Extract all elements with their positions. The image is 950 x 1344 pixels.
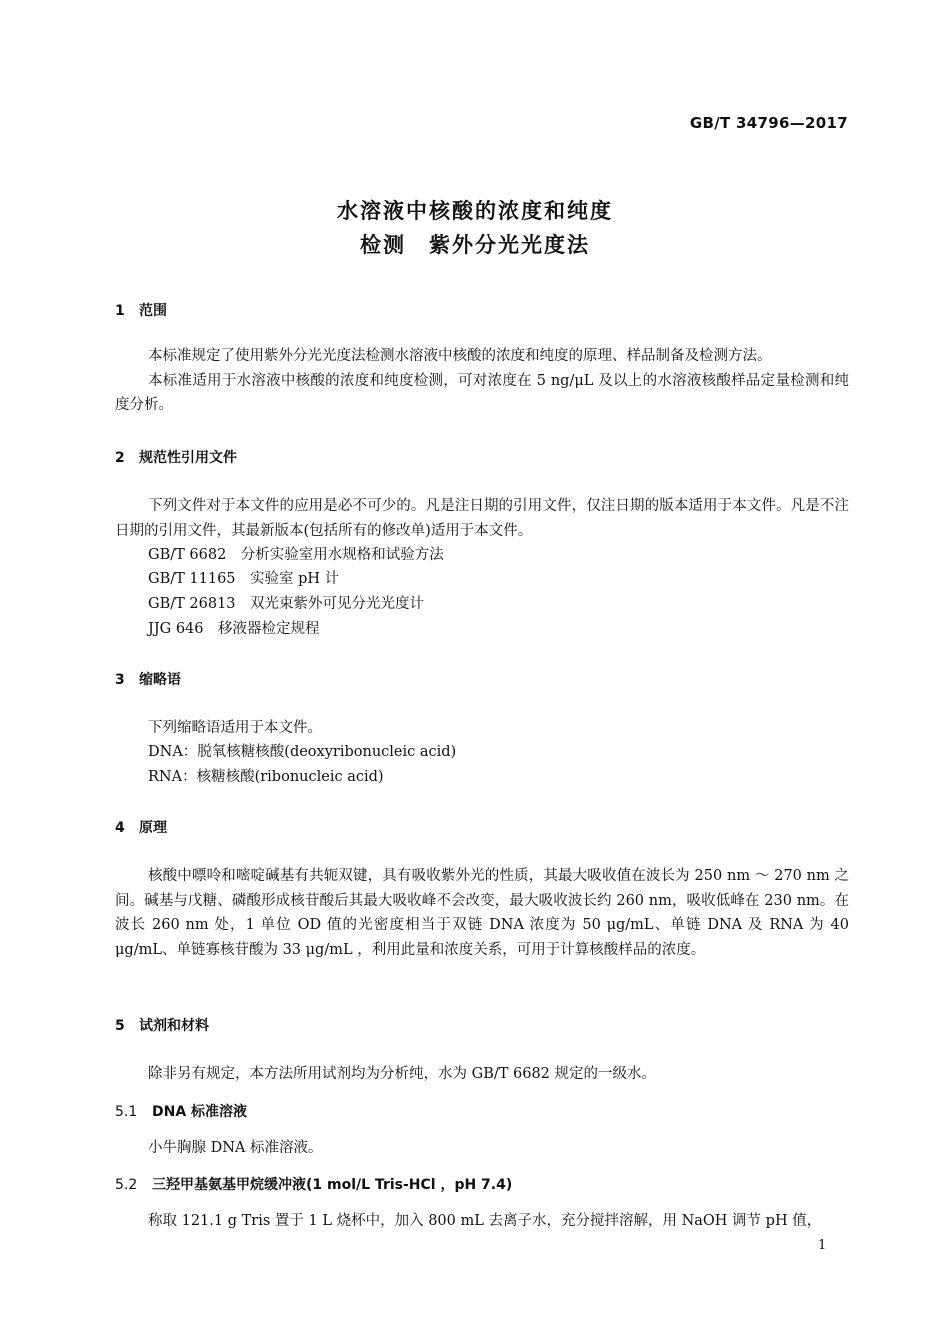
section-4-heading	[115, 817, 167, 837]
reference-item: GB/T 6682 分析实验室用水规格和试验方法	[148, 547, 444, 563]
section-title: 范围	[139, 303, 167, 319]
reference-item: GB/T 11165 实验室 pH 计	[148, 571, 340, 587]
section-3-heading	[115, 669, 181, 689]
section-number: 2	[115, 450, 125, 466]
abbreviation-line: 下列缩略语适用于本文件。	[148, 720, 322, 736]
section-title: 试剂和材料	[139, 1018, 209, 1034]
section-title: 规范性引用文件	[139, 450, 237, 466]
abbreviation-line: RNA：核糖核酸(ribonucleic acid)	[148, 769, 384, 785]
paragraph: 下列文件对于本文件的应用是必不可少的。凡是注日期的引用文件，仅注日期的版本适用于本文件。凡是不注日期的引用文件，其最新版本(包括所有的修改单)适用于本文件。	[115, 498, 849, 539]
section-number: 3	[115, 672, 125, 688]
document-title-line2: 检测 紫外分光光度法	[360, 233, 590, 257]
section-number: 1	[115, 303, 125, 319]
subsection-5-2-heading	[115, 1174, 512, 1194]
paragraph: 除非另有规定，本方法所用试剂均为分析纯，水为 GB/T 6682 规定的一级水。	[148, 1066, 657, 1082]
section-1-heading	[115, 300, 167, 320]
section-number: 5	[115, 1018, 125, 1034]
document-title-line1: 水溶液中核酸的浓度和纯度	[337, 199, 613, 223]
reference-item: JJG 646 移液器检定规程	[148, 621, 320, 637]
section-title: 缩略语	[139, 672, 181, 688]
section-5-body	[115, 1062, 849, 1087]
reference-item: GB/T 26813 双光束紫外可见分光光度计	[148, 596, 425, 612]
subsection-title: 三羟甲基氨基甲烷缓冲液(1 mol/L Tris-HCl ，pH 7.4)	[152, 1177, 513, 1193]
abbreviation-line: DNA：脱氧核糖核酸(deoxyribonucleic acid)	[148, 744, 457, 760]
subsection-number: 5.2	[115, 1177, 138, 1193]
subsection-5-1-heading	[115, 1101, 247, 1121]
standard-number: GB/T 34796—2017	[689, 114, 848, 132]
section-1-body	[115, 344, 849, 418]
section-number: 4	[115, 820, 125, 836]
subsection-title: DNA 标准溶液	[152, 1104, 248, 1120]
section-5-heading	[115, 1015, 209, 1035]
section-4-body	[115, 864, 849, 962]
section-title: 原理	[139, 820, 167, 836]
paragraph: 本标准适用于水溶液中核酸的浓度和纯度检测，可对浓度在 5 ng/μL 及以上的水溶液核酸样品定量检测和纯度分析。	[115, 372, 849, 413]
paragraph: 称取 121.1 g Tris 置于 1 L 烧杯中，加入 800 mL 去离子水，充分搅拌溶解，用 NaOH 调节 pH 值，	[148, 1213, 822, 1229]
subsection-number: 5.1	[115, 1104, 138, 1120]
section-2-body	[115, 494, 849, 543]
paragraph: 本标准规定了使用紫外分光光度法检测水溶液中核酸的浓度和纯度的原理、样品制备及检测方法。	[148, 348, 772, 364]
paragraph: 核酸中嘌呤和嘧啶碱基有共轭双键，具有吸收紫外光的性质，其最大吸收值在波长为 250 nm ～ 270 nm 之间。碱基与戊糖、磷酸形成核苷酸后其最大吸收峰不会改变，最大吸收波长约 260 nm，吸收低峰在 230 nm。在波长 260 nm 处，1 单位 OD 值的光密度相当于双链 DNA 浓度为 50 μg/mL、单链 DNA 及 RNA 为 40 μg/mL、单链寡核苷酸为 33 μg/mL ，利用此量和浓度关系，可用于计算核酸样品的浓度。	[115, 868, 849, 958]
subsection-5-2-body	[115, 1209, 849, 1234]
page-number: 1	[818, 1238, 827, 1253]
section-2-heading	[115, 447, 237, 467]
subsection-5-1-text: 小牛胸腺 DNA 标准溶液。	[148, 1140, 323, 1156]
